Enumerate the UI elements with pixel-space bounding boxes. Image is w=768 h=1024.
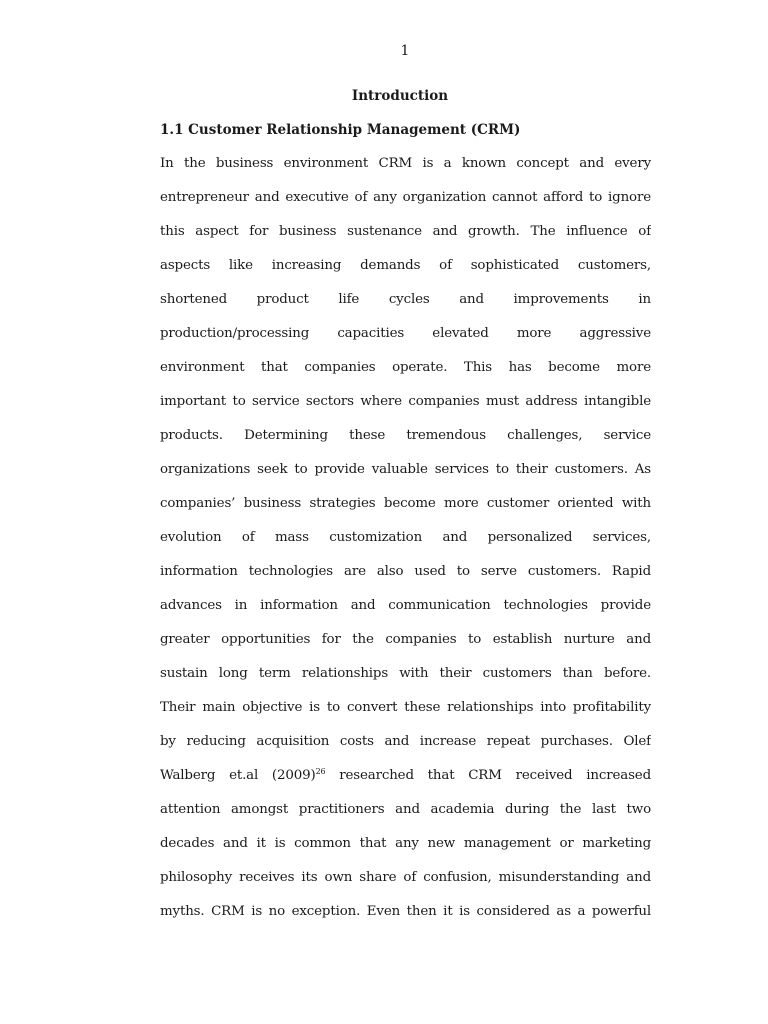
text-line: greater opportunities for the companies to establish nurture and: [160, 632, 651, 647]
text-line: myths. CRM is no exception. Even then it is considered as a powerful: [160, 904, 651, 919]
body-paragraph: [160, 154, 651, 936]
citation-line: [160, 766, 651, 800]
text-line: information technologies are also used to serve customers. Rapid: [160, 564, 651, 579]
text-line: important to service sectors where companies must address intangible: [160, 394, 651, 409]
text-line: entrepreneur and executive of any organization cannot afford to ignore: [160, 190, 651, 205]
section-heading: 1.1 Customer Relationship Management (CRM): [160, 122, 521, 138]
citation-continuation: researched that CRM received increased: [325, 768, 651, 783]
citation-text: Walberg et.al (2009): [160, 768, 316, 783]
text-line: sustain long term relationships with their customers than before.: [160, 666, 651, 681]
text-line: decades and it is common that any new management or marketing: [160, 836, 651, 851]
text-line: this aspect for business sustenance and growth. The influence of: [160, 224, 651, 239]
text-line: shortened product life cycles and improvements in: [160, 292, 651, 307]
text-line: evolution of mass customization and personalized services,: [160, 530, 651, 545]
text-line: In the business environment CRM is a known concept and every: [160, 156, 651, 171]
footnote-reference: 26: [315, 767, 326, 776]
text-line: companies’ business strategies become more customer oriented with: [160, 496, 651, 511]
text-line: products. Determining these tremendous challenges, service: [160, 428, 651, 443]
text-line: by reducing acquisition costs and increase repeat purchases. Olef: [160, 734, 651, 749]
chapter-title: Introduction: [351, 88, 449, 104]
text-line: attention amongst practitioners and academia during the last two: [160, 802, 651, 817]
text-line: aspects like increasing demands of sophisticated customers,: [160, 258, 651, 273]
text-line: philosophy receives its own share of confusion, misunderstanding and: [160, 870, 651, 885]
text-line: organizations seek to provide valuable services to their customers. As: [160, 462, 651, 477]
text-line: production/processing capacities elevated more aggressive: [160, 326, 651, 341]
text-line: advances in information and communication technologies provide: [160, 598, 651, 613]
text-line: environment that companies operate. This has become more: [160, 360, 651, 375]
page-number: 1: [400, 43, 410, 59]
text-line: Their main objective is to convert these relationships into profitability: [160, 700, 651, 715]
